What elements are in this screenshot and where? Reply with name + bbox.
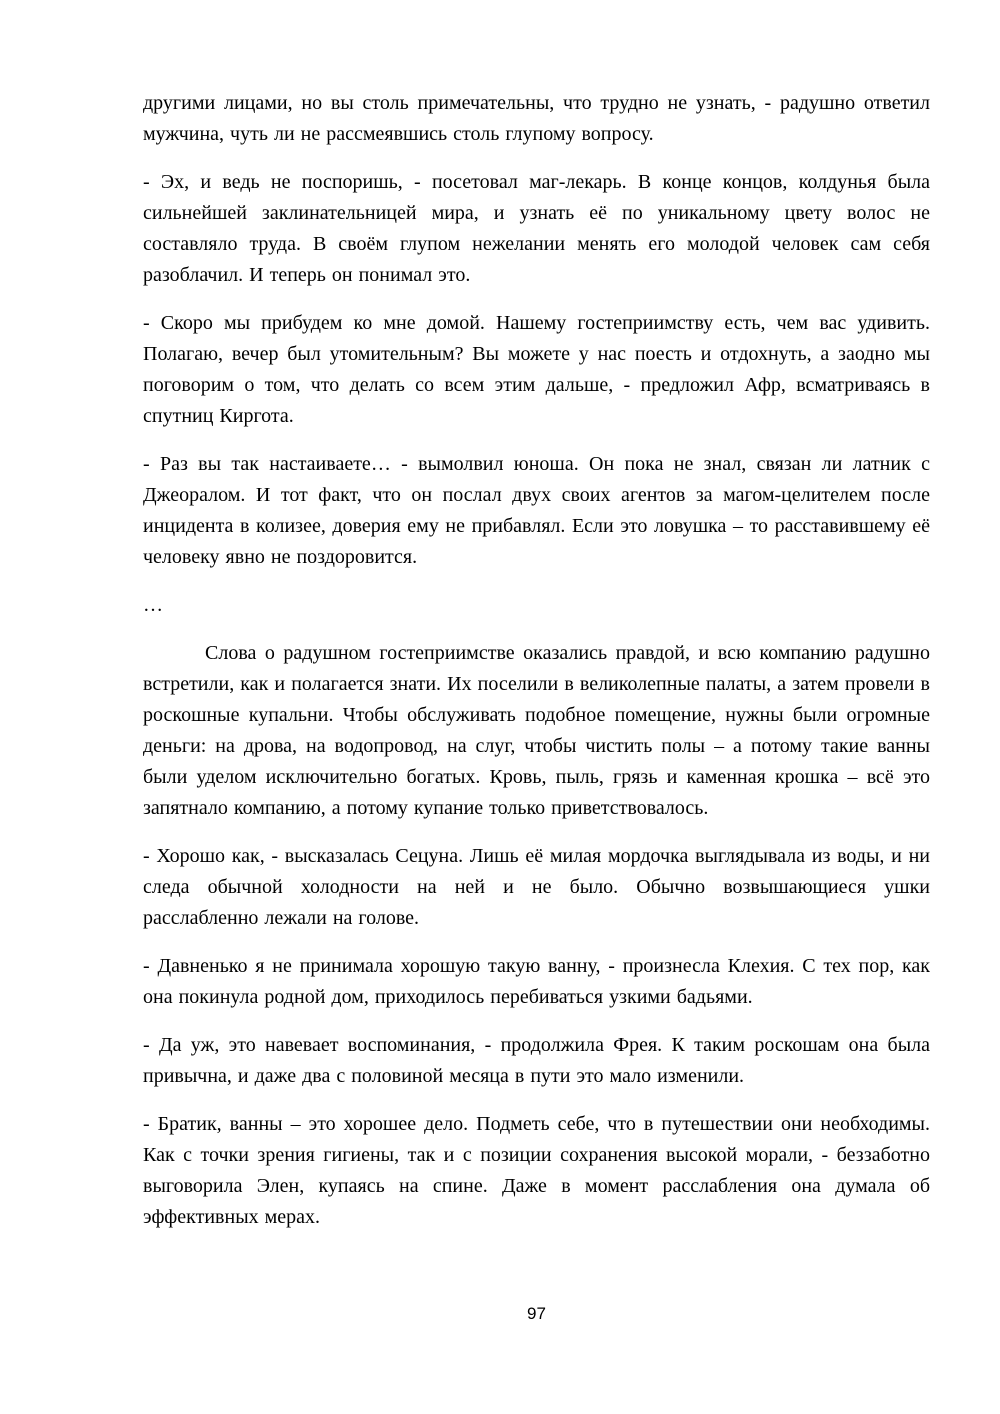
paragraph: - Раз вы так настаиваете… - вымолвил юноша. Он пока не знал, связан ли латник с Джеоралом. И тот факт, что он послал двух своих агентов за магом-целителем после инцидента в колизее, доверия ему не прибавлял. Если это ловушка – то расставившему её человеку явно не поздоровится. — [143, 453, 930, 568]
paragraph: - Братик, ванны – это хорошее дело. Подметь себе, что в путешествии они необходимы. Как с точки зрения гигиены, так и с позиции сохранения высокой морали, - беззаботно выговорила Элен, купаясь на спине. Даже в момент расслабления она думала об эффективных мерах. — [143, 1113, 930, 1228]
paragraph: - Эх, и ведь не поспоришь, - посетовал маг-лекарь. В конце концов, колдунья была сильнейшей заклинательницей мира, и узнать её по уникальному цвету волос не составляло труда. В своём глупом нежелании менять его молодой человек сам себя разоблачил. И теперь он понимал это. — [143, 171, 930, 286]
paragraph: - Хорошо как, - высказалась Сецуна. Лишь её милая мордочка выглядывала из воды, и ни следа обычной холодности на ней и не было. Обычно возвышающиеся ушки расслабленно лежали на голове. — [143, 845, 930, 929]
paragraph: - Давненько я не принимала хорошую такую ванну, - произнесла Клехия. С тех пор, как она покинула родной дом, приходилось перебиваться узкими бадьями. — [143, 955, 930, 1008]
page-number: 97 — [527, 1304, 546, 1323]
paragraph: Слова о радушном гостеприимстве оказались правдой, и всю компанию радушно встретили, как и полагается знати. Их поселили в великолепные палаты, а затем провели в роскошные купальни. Чтобы обслуживать подобное помещение, нужны были огромные деньги: на дрова, на водопровод, на слуг, чтобы чистить полы – а потому такие ванны были уделом исключительно богатых. Кровь, пыль, грязь и каменная крошка – всё это запятнало компанию, а потому купание только приветствовалось. — [143, 642, 930, 819]
ellipsis-separator: … — [143, 594, 163, 616]
paragraph: другими лицами, но вы столь примечательны, что трудно не узнать, - радушно ответил мужчина, чуть ли не рассмеявшись столь глупому вопросу. — [143, 92, 930, 145]
paragraph: - Скоро мы прибудем ко мне домой. Нашему гостеприимству есть, чем вас удивить. Полагаю, вечер был утомительным? Вы можете у нас поесть и отдохнуть, а заодно мы поговорим о том, что делать со всем этим дальше, - предложил Афр, всматриваясь в спутниц Киргота. — [143, 312, 930, 427]
paragraph: - Да уж, это навевает воспоминания, - продолжила Фрея. К таким роскошам она была привычна, и даже два с половиной месяца в пути это мало изменили. — [143, 1034, 930, 1087]
